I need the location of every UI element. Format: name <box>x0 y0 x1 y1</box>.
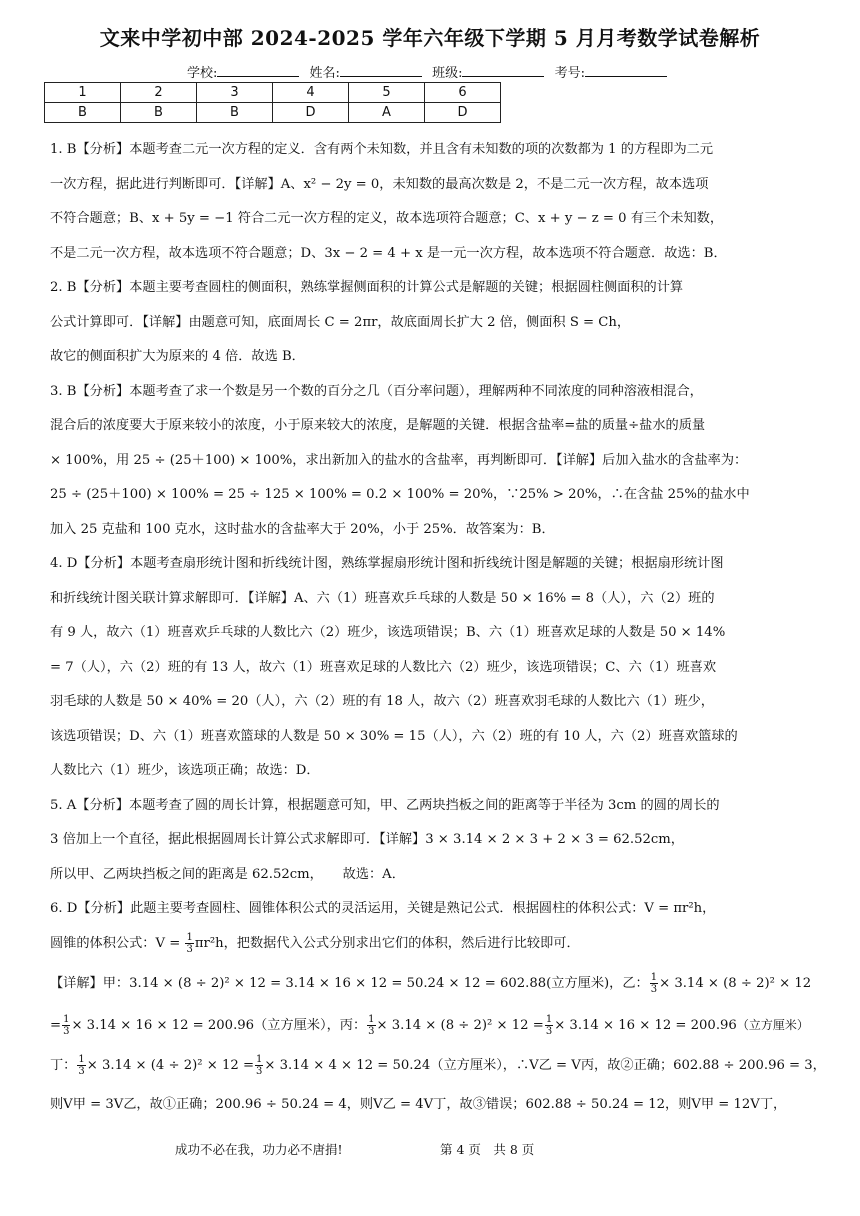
class-blank <box>462 64 544 77</box>
answer-table-header-row <box>45 83 501 103</box>
exam-no-blank <box>585 64 667 77</box>
answer-table-answer-row <box>45 103 501 123</box>
page-title: 文来中学初中部 2024-2025 学年六年级下学期 5 月月考数学试卷解析 <box>99 26 761 50</box>
fraction-one-third: $\frac{1}{3}$ <box>63 1013 70 1037</box>
question-number: 1 <box>45 83 121 103</box>
text-line: 和折线统计图关联计算求解即可．【详解】A、六（1）班喜欢乒乓球的人数是 50 × 16% = 8（人），六（2）班的 <box>50 590 715 606</box>
text-line: 公式计算即可．【详解】由题意可知，底面周长 C = 2πr，故底面周长扩大 2 倍，侧面积 S = Ch， <box>50 314 631 330</box>
text-line: 羽毛球的人数是 50 × 40% = 20（人），六（2）班的有 18 人，故六（2）班喜欢羽毛球的人数比六（1）班少， <box>50 694 714 709</box>
page-number: 第 4 页 共 8 页 <box>440 1142 535 1157</box>
question-number: 6 <box>425 83 501 103</box>
text-line: 6. D【分析】此题主要考查圆柱、圆锥体积公式的灵活运用，关键是熟记公式．根据圆柱的体积公式：V = πr²h， <box>50 901 716 916</box>
fraction-one-third: $\frac{1}{3}$ <box>78 1054 85 1077</box>
text-line: 3. B【分析】本题考查了求一个数是另一个数的百分之几（百分率问题），理解两种不同浓度的同种溶液相混合， <box>50 383 703 399</box>
text-line: 故它的侧面积扩大为原来的 4 倍．故选 B． <box>50 349 305 364</box>
question-number: 4 <box>273 83 349 103</box>
text-line: 5. A【分析】本题考查了圆的周长计算，根据题意可知，甲、乙两块挡板之间的距离等于半径为 3cm 的圆的周长的 <box>50 797 720 813</box>
text-line: × 100%，用 25 ÷ (25＋100) × 100%，求出新加入的盐水的含盐率，再判断即可．【详解】后加入盐水的含盐率为： <box>50 452 748 468</box>
text-line: = $\frac{1}{3}$ × 3.14 × 16 × 12 = 200.96（立方厘米），丙： $\frac{1}{3}$ × 3.14 × (8 ÷ 2)² × 12 = $\frac{1}{3}$ × 3.14 × 16 × 12 = 200.96（立方厘米） <box>50 1013 809 1037</box>
text-line: 一次方程，据此进行判断即可．【详解】A、x² − 2y = 0，未知数的最高次数是 2，不是二元一次方程，故本选项 <box>50 176 709 192</box>
student-info-line <box>0 62 860 81</box>
text-line: = 7（人），六（2）班的有 13 人，故六（1）班喜欢足球的人数比六（2）班少，该选项错误；C、六（1）班喜欢 <box>50 659 717 675</box>
text-line: 【详解】甲：3.14 × (8 ÷ 2)² × 12 = 3.14 × 16 × 12 = 50.24 × 12 = 602.88(立方厘米)，乙： $\frac{1}{3}$ × 3.14 × (8 ÷ 2)² × 12 <box>50 972 812 995</box>
text-line: 不是二元一次方程，故本选项不符合题意；D、3x − 2 = 4 + x 是一元一次方程，故本选项不符合题意．故选：B． <box>50 245 727 261</box>
school-label: 学校: <box>187 66 218 81</box>
footer-motto: 成功不必在我，功力必不唐捐! <box>175 1142 343 1157</box>
question-number: 2 <box>121 83 197 103</box>
answer-cell: B <box>45 103 121 123</box>
school-blank <box>217 64 299 77</box>
question-number: 5 <box>349 83 425 103</box>
answer-cell: A <box>349 103 425 123</box>
text-line: 3 倍加上一个直径，据此根据圆周长计算公式求解即可．【详解】3 × 3.14 × 2 × 3 + 2 × 3 = 62.52cm， <box>50 832 684 847</box>
answer-cell: D <box>425 103 501 123</box>
name-label: 姓名: <box>309 66 340 81</box>
text-line: 有 9 人，故六（1）班喜欢乒乓球的人数比六（2）班少，该选项错误；B、六（1）班喜欢足球的人数是 50 × 14% <box>50 625 726 640</box>
text-line: 1. B【分析】本题考查二元一次方程的定义．含有两个未知数，并且含有未知数的项的次数都为 1 的方程即为二元 <box>50 142 714 157</box>
text-line: 圆锥的体积公式：V = $\frac{1}{3}$ πr²h，把数据代入公式分别求出它们的体积，然后进行比较即可． <box>50 931 580 955</box>
question-number: 3 <box>197 83 273 103</box>
text-line: 则V甲 = 3V乙，故①正确；200.96 ÷ 50.24 = 4，则V乙 = 4V丁，故③错误；602.88 ÷ 50.24 = 12，则V甲 = 12V丁， <box>50 1096 787 1112</box>
text-line: 人数比六（1）班少，该选项正确；故选：D． <box>50 763 320 778</box>
fraction-one-third: $\frac{1}{3}$ <box>650 972 658 995</box>
class-label: 班级: <box>432 66 463 81</box>
text-line: 该选项错误；D、六（1）班喜欢篮球的人数是 50 × 30% = 15（人），六（2）班的有 10 人，六（2）班喜欢篮球的 <box>50 728 738 744</box>
text-line: 2. B【分析】本题主要考查圆柱的侧面积，熟练掌握侧面积的计算公式是解题的关键；根据圆柱侧面积的计算 <box>50 280 684 295</box>
text-line: 加入 25 克盐和 100 克水，这时盐水的含盐率大于 20%，小于 25%．故答案为：B． <box>50 521 555 537</box>
text-line: 不符合题意；B、x + 5y = −1 符合二元一次方程的定义，故本选项符合题意；C、x + y − z = 0 有三个未知数， <box>50 211 724 226</box>
text-line: 25 ÷ (25＋100) × 100% = 25 ÷ 125 × 100% = 0.2 × 100% = 20%，∵25% > 20%，∴在含盐 25%的盐水中 <box>50 487 750 502</box>
answer-table <box>44 82 501 123</box>
exam-no-label: 考号: <box>554 66 585 81</box>
fraction-one-third: $\frac{1}{3}$ <box>368 1013 375 1037</box>
fraction-one-third: $\frac{1}{3}$ <box>256 1054 263 1077</box>
text-line: 所以甲、乙两块挡板之间的距离是 62.52cm， 故选：A． <box>50 866 405 882</box>
fraction-one-third: $\frac{1}{3}$ <box>186 931 193 955</box>
text-line: 丁： $\frac{1}{3}$ × 3.14 × (4 ÷ 2)² × 12 = $\frac{1}{3}$ × 3.14 × 4 × 12 = 50.24（立方厘米），∴V乙 = V丙，故②正确；602.88 ÷ 200.96 = 3， <box>50 1054 826 1077</box>
answer-cell: B <box>121 103 197 123</box>
fraction-one-third: $\frac{1}{3}$ <box>545 1013 553 1037</box>
solution-body <box>50 133 825 1122</box>
text-line: 混合后的浓度要大于原来较小的浓度，小于原来较大的浓度，是解题的关键．根据含盐率=盐的质量÷盐水的质量 <box>50 418 706 433</box>
text-line: 4. D【分析】本题考查扇形统计图和折线统计图，熟练掌握扇形统计图和折线统计图是解题的关键；根据扇形统计图 <box>50 556 724 571</box>
answer-cell: D <box>273 103 349 123</box>
answer-cell: B <box>197 103 273 123</box>
name-blank <box>340 64 422 77</box>
